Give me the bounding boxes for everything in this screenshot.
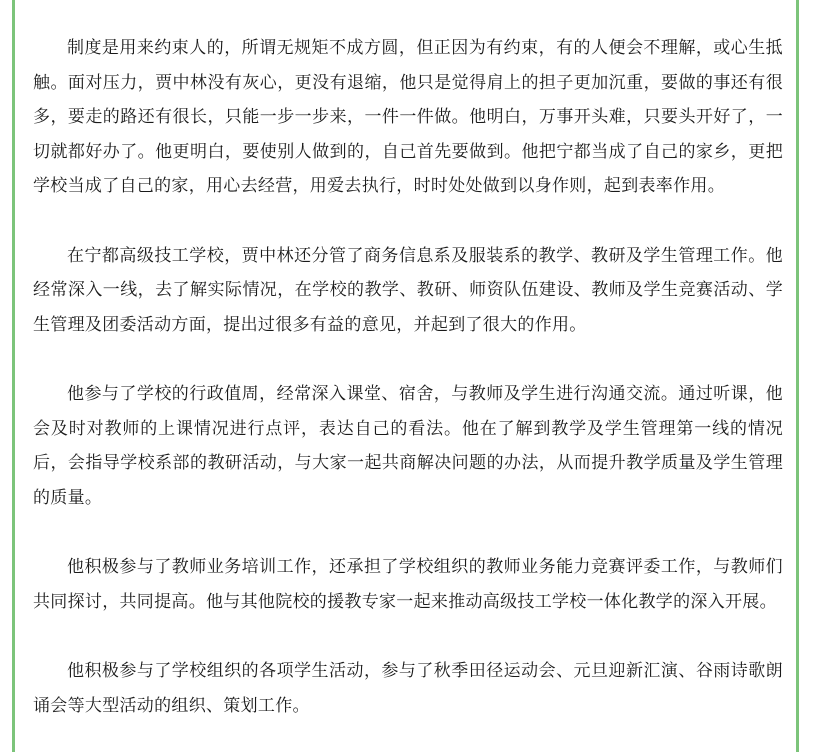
paragraph-5: 他积极参与了学校组织的各项学生活动，参与了秋季田径运动会、元旦迎新汇演、谷雨诗歌朗诵会等大型活动的组织、策划工作。 (33, 661, 783, 716)
article-body (33, 31, 783, 723)
paragraph-2: 在宁都高级技工学校，贾中林还分管了商务信息系及服装系的教学、教研及学生管理工作。他经常深入一线，去了解实际情况，在学校的教学、教研、师资队伍建设、教师及学生竞赛活动、学生管理及团委活动方面，提出过很多有益的意见，并起到了很大的作用。 (33, 245, 783, 335)
paragraph-3: 他参与了学校的行政值周，经常深入课堂、宿舍，与教师及学生进行沟通交流。通过听课，他会及时对教师的上课情况进行点评，表达自己的看法。他在了解到教学及学生管理第一线的情况后，会指导学校系部的教研活动，与大家一起共商解决问题的办法，从而提升教学质量及学生管理的质量。 (33, 384, 783, 508)
paragraph-4: 他积极参与了教师业务培训工作，还承担了学校组织的教师业务能力竞赛评委工作，与教师们共同探讨，共同提高。他与其他院校的援教专家一起来推动高级技工学校一体化教学的深入开展。 (33, 557, 783, 612)
left-border-line (12, 0, 15, 752)
right-border-line (796, 0, 799, 752)
paragraph-1: 制度是用来约束人的，所谓无规矩不成方圆，但正因为有约束，有的人便会不理解，或心生抵触。面对压力，贾中林没有灰心，更没有退缩，他只是觉得肩上的担子更加沉重，要做的事还有很多，要走的路还有很长，只能一步一步来，一件一件做。他明白，万事开头难，只要头开好了，一切就都好办了。他更明白，要使别人做到的，自己首先要做到。他把宁都当成了自己的家乡，更把学校当成了自己的家，用心去经营，用爱去执行，时时处处做到以身作则，起到表率作用。 (33, 38, 783, 196)
